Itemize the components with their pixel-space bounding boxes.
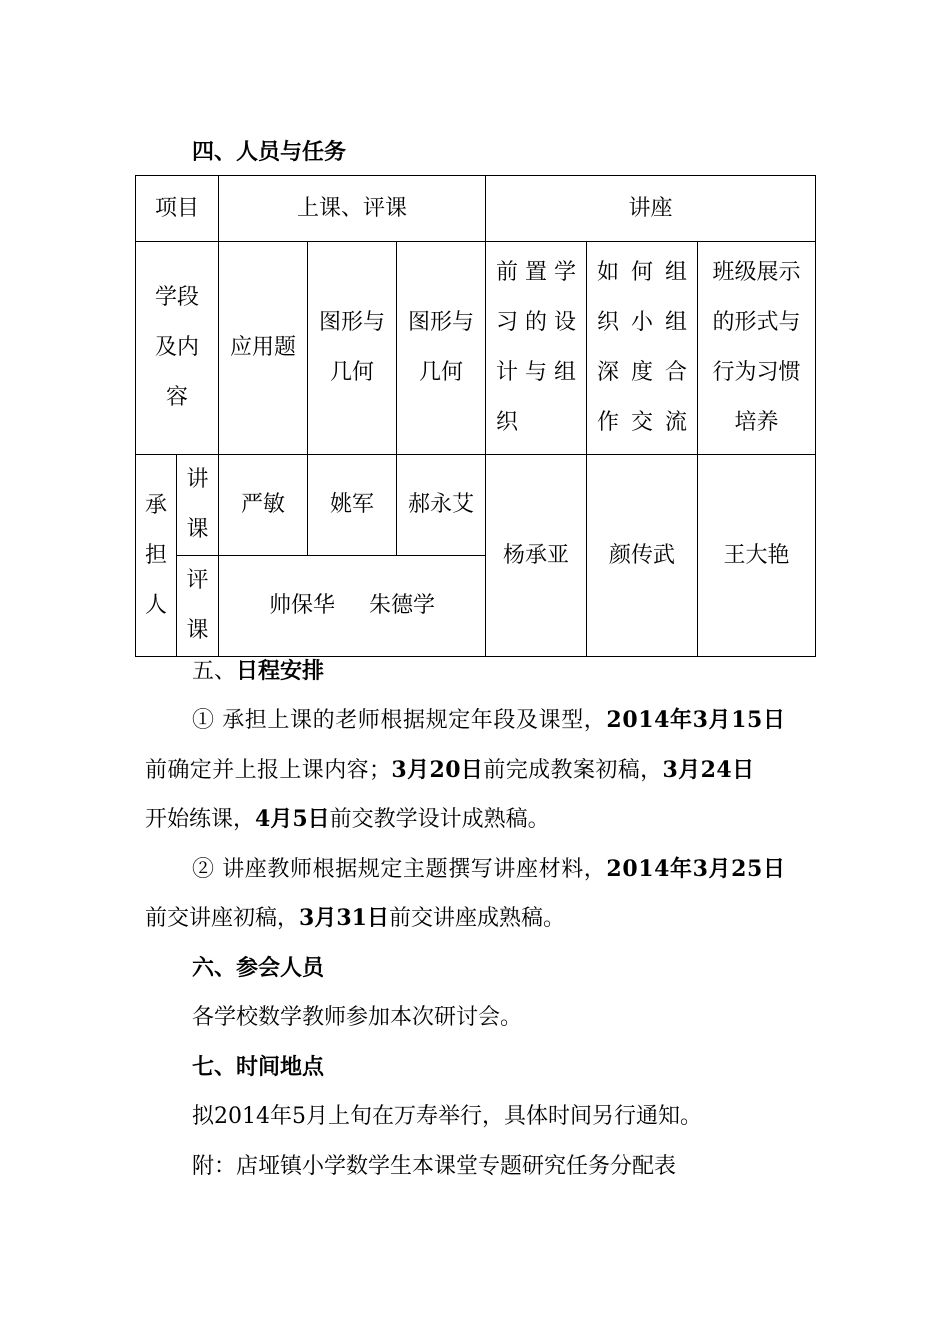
schedule-item-1-line-2: 前确定并上报上课内容；3月20日前完成教案初稿，3月24日 xyxy=(145,757,755,783)
bearer-label: 承 担 人 xyxy=(136,455,177,657)
section-4-title: 四、人员与任务 xyxy=(192,139,347,165)
task-table xyxy=(135,175,816,657)
teacher-1: 严敏 xyxy=(219,455,308,556)
lecturer-2: 颜传武 xyxy=(587,455,698,657)
time-place-text: 拟2014年5月上旬在万寿举行，具体时间另行通知。 xyxy=(192,1104,702,1129)
reviewer-2: 朱德学 xyxy=(369,593,436,618)
header-lecture: 讲座 xyxy=(486,176,816,242)
teacher-3: 郝永艾 xyxy=(397,455,486,556)
lecturer-1: 杨承亚 xyxy=(486,455,587,657)
attachment-note: 附：店垭镇小学数学生本课堂专题研究任务分配表 xyxy=(192,1154,677,1179)
lecture-topic-2: 如何组 织小组 深度合 作交流 xyxy=(587,242,698,455)
schedule-item-1-line-1: ① 承担上课的老师根据规定年段及课型，2014年3月15日 xyxy=(192,707,786,733)
review-label: 评 课 xyxy=(177,556,219,657)
header-class: 上课、评课 xyxy=(219,176,486,242)
header-item: 项目 xyxy=(136,176,219,242)
lecture-topic-1: 前置学 习的设 计与组 织 xyxy=(486,242,587,455)
schedule-item-2-line-1: ② 讲座教师根据规定主题撰写讲座材料，2014年3月25日 xyxy=(192,856,786,882)
reviewers xyxy=(219,556,486,657)
schedule-item-1-line-3: 开始练课，4月5日前交教学设计成熟稿。 xyxy=(145,806,550,832)
schedule-item-2-line-2: 前交讲座初稿，3月31日前交讲座成熟稿。 xyxy=(145,905,565,931)
content-geometry-1: 图形与 几何 xyxy=(308,242,397,455)
lecture-topic-3: 班级展示 的形式与 行为习惯 培养 xyxy=(698,242,816,455)
participants-text: 各学校数学教师参加本次研讨会。 xyxy=(192,1005,523,1030)
teach-label: 讲 课 xyxy=(177,455,219,556)
content-geometry-2: 图形与 几何 xyxy=(397,242,486,455)
teacher-2: 姚军 xyxy=(308,455,397,556)
reviewer-1: 帅保华 xyxy=(269,593,336,618)
section-6-title: 六、参会人员 xyxy=(192,955,325,981)
section-7-title: 七、时间地点 xyxy=(192,1054,325,1080)
stage-label: 学段 及内 容 xyxy=(136,242,219,455)
section-5-title: 五、日程安排 xyxy=(192,658,325,684)
lecturer-3: 王大艳 xyxy=(698,455,816,657)
content-applied: 应用题 xyxy=(219,242,308,455)
